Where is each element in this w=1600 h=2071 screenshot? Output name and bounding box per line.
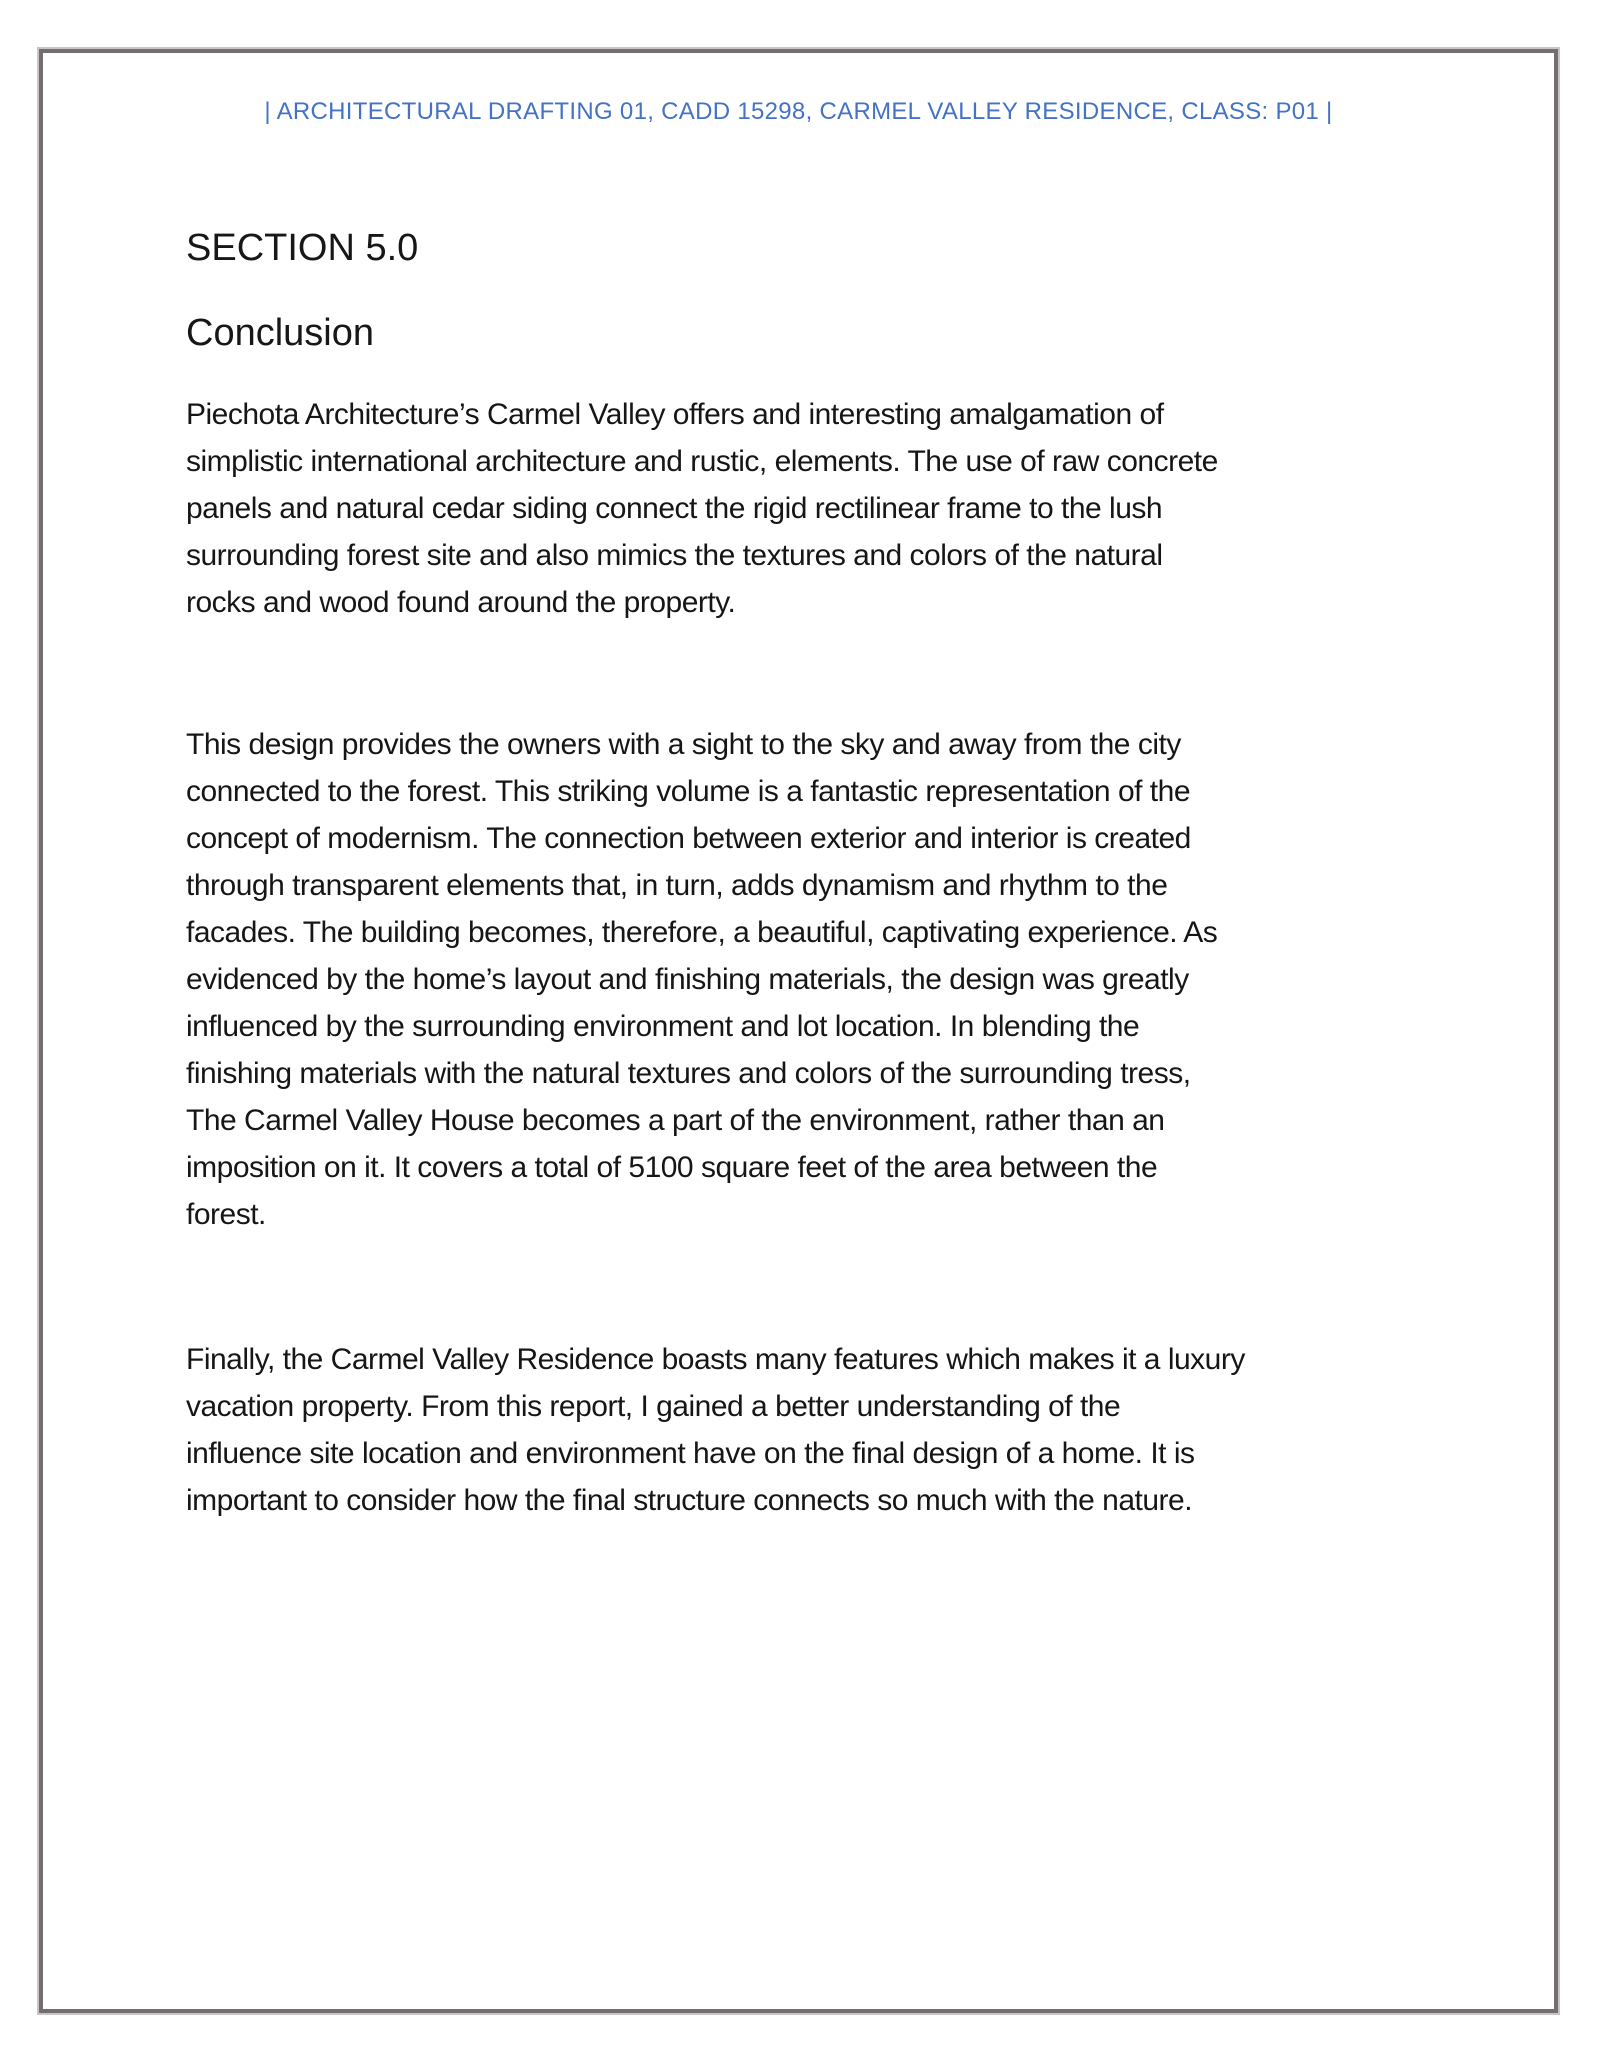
paragraph-1-line: simplistic international architecture and rustic, elements. The use of raw concrete [186,445,1218,478]
paragraph-3-line: vacation property. From this report, I gained a better understanding of the [186,1390,1121,1423]
paragraph-2-line: This design provides the owners with a sight to the sky and away from the city [186,728,1181,761]
paragraph-2-line: evidenced by the home’s layout and finishing materials, the design was greatly [186,963,1189,996]
paragraph-2-line: imposition on it. It covers a total of 5100 square feet of the area between the [186,1151,1158,1184]
document-header: | ARCHITECTURAL DRAFTING 01, CADD 15298, CARMEL VALLEY RESIDENCE, CLASS: P01 | [264,98,1333,125]
paragraph-3 [186,1336,1245,1524]
paragraph-1 [186,391,1218,626]
section-heading: SECTION 5.0 [186,227,419,269]
paragraph-3-line: Finally, the Carmel Valley Residence boasts many features which makes it a luxury [186,1343,1245,1376]
paragraph-2-line: facades. The building becomes, therefore, a beautiful, captivating experience. As [186,916,1218,949]
paragraph-3-line: important to consider how the final structure connects so much with the nature. [186,1484,1193,1517]
paragraph-2-line: The Carmel Valley House becomes a part of the environment, rather than an [186,1104,1165,1137]
paragraph-2-line: finishing materials with the natural textures and colors of the surrounding tress, [186,1057,1191,1090]
paragraph-2-line: concept of modernism. The connection between exterior and interior is created [186,822,1191,855]
paragraph-3-line: influence site location and environment have on the final design of a home. It is [186,1437,1195,1470]
conclusion-heading: Conclusion [186,312,374,354]
paragraph-2-line: through transparent elements that, in turn, adds dynamism and rhythm to the [186,869,1168,902]
paragraph-2-line: influenced by the surrounding environment and lot location. In blending the [186,1010,1140,1043]
paragraph-1-line: rocks and wood found around the property. [186,586,736,619]
paragraph-1-line: surrounding forest site and also mimics the textures and colors of the natural [186,539,1163,572]
paragraph-1-line: Piechota Architecture’s Carmel Valley offers and interesting amalgamation of [186,398,1164,431]
paragraph-1-line: panels and natural cedar siding connect the rigid rectilinear frame to the lush [186,492,1163,525]
paragraph-2-line: forest. [186,1198,266,1231]
paragraph-2-line: connected to the forest. This striking volume is a fantastic representation of the [186,775,1191,808]
paragraph-2 [186,721,1217,1238]
